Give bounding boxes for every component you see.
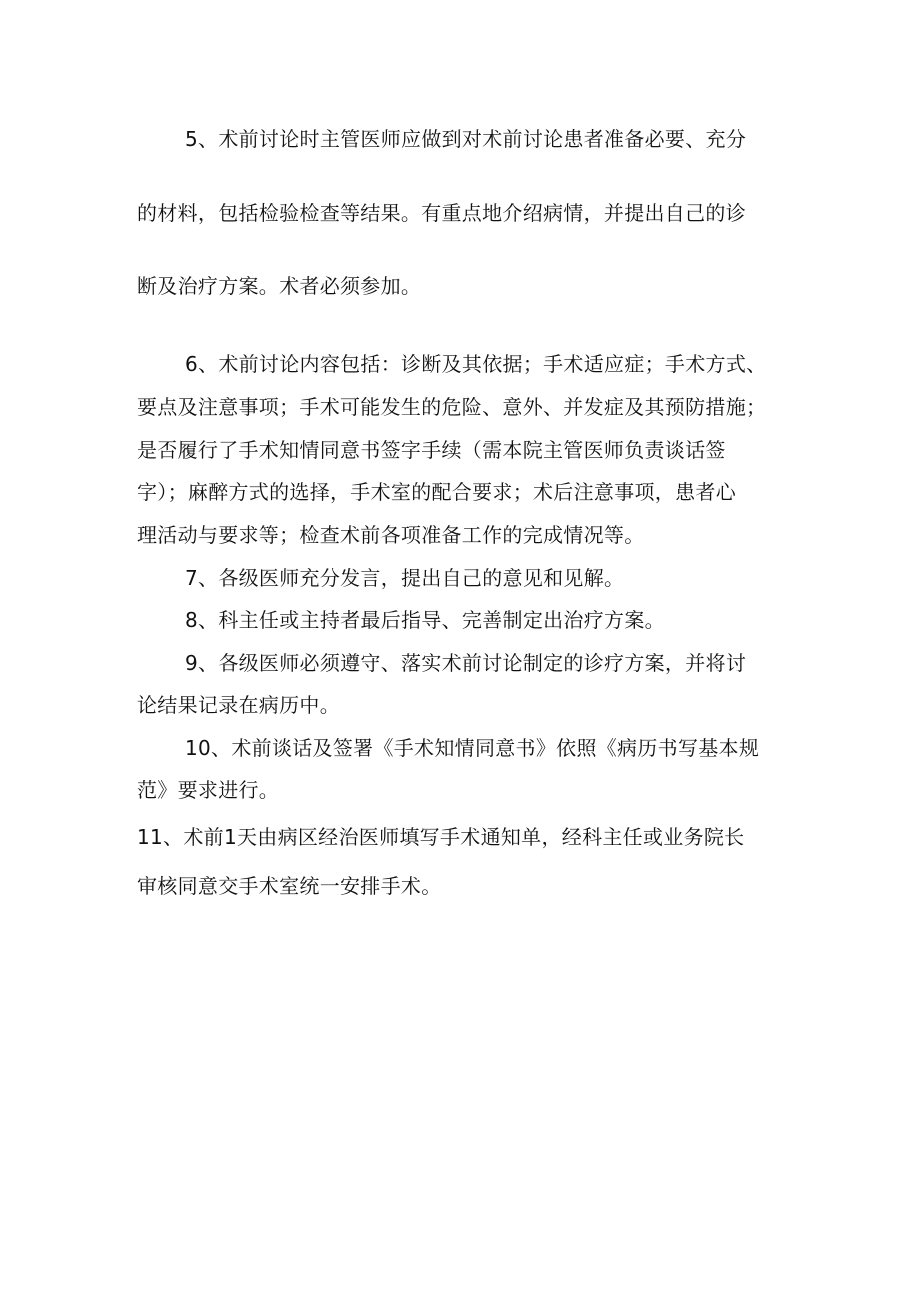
item-11-line-2: 审核同意交手术室统一安排手术。	[137, 874, 442, 898]
item-6-line-3: 是否履行了手术知情同意书签字手续（需本院主管医师负责谈话签	[137, 438, 726, 462]
item-10-line-1: 10、术前谈话及签署《手术知情同意书》依照《病历书写基本规	[185, 736, 760, 760]
item-6-line-1: 6、术前讨论内容包括：诊断及其依据；手术适应症；手术方式、	[185, 352, 767, 376]
item-10-line-2: 范》要求进行。	[137, 778, 280, 802]
item-11-line-1: 11、术前1天由病区经治医师填写手术通知单，经科主任或业务院长	[137, 825, 745, 849]
item-6-line-5: 理活动与要求等；检查术前各项准备工作的完成情况等。	[137, 523, 645, 547]
item-9-line-1: 9、各级医师必须遵守、落实术前讨论制定的诊疗方案，并将讨	[185, 651, 747, 675]
item-6-line-4: 字）；麻醉方式的选择，手术室的配合要求；术后注意事项，患者心	[137, 480, 736, 504]
item-6-line-2: 要点及注意事项；手术可能发生的危险、意外、并发症及其预防措施；	[137, 395, 767, 419]
item-5-line-1: 5、术前讨论时主管医师应做到对术前讨论患者准备必要、充分	[185, 127, 747, 151]
item-9-line-2: 论结果记录在病历中。	[137, 693, 340, 717]
item-7-line-1: 7、各级医师充分发言，提出自己的意见和见解。	[185, 566, 625, 590]
item-8-line-1: 8、科主任或主持者最后指导、完善制定出治疗方案。	[185, 608, 665, 632]
item-5-line-2: 的材料，包括检验检查等结果。有重点地介绍病情，并提出自己的诊	[137, 201, 746, 225]
item-5-line-3: 断及治疗方案。术者必须参加。	[137, 274, 422, 298]
